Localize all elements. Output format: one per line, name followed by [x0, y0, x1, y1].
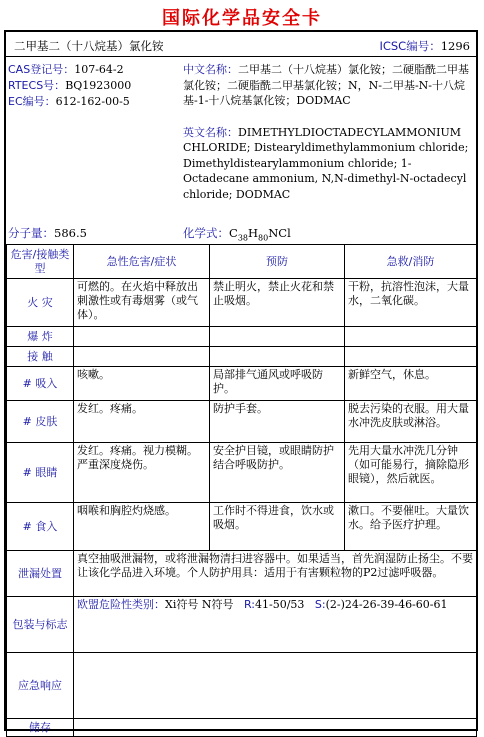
cn-name-value: 二甲基二（十八烷基）氯化铵；二硬脂酰二甲基氯化铵；二硬脂酰二甲基氯化铵；N，N-二甲基-N-十八烷基-1-十八烷基氯化铵；DODMAC	[183, 63, 469, 107]
storage-label: 储存	[7, 719, 74, 737]
acute-cell	[74, 327, 210, 347]
aid-cell	[345, 347, 477, 367]
table-row-explosion	[7, 327, 477, 347]
table-row-spill	[7, 551, 477, 597]
ec-value: 612-162-00-5	[55, 95, 130, 108]
spill-label: 泄漏处置	[7, 551, 74, 597]
aid-cell	[345, 327, 477, 347]
prevent-cell: 安全护目镜，或眼睛防护结合呼吸防护。	[210, 443, 345, 503]
packaging-label: 包装与标志	[7, 597, 74, 653]
acute-cell: 咽喉和胸腔灼烧感。	[74, 503, 210, 551]
row-label: 爆 炸	[7, 327, 74, 347]
row-label: 接 触	[7, 347, 74, 367]
formula-h: H	[248, 226, 259, 240]
eu-class-value: Xi符号 N符号	[165, 598, 234, 611]
aid-cell: 先用大量水冲洗几分钟（如可能易行，摘除隐形眼镜），然后就医。	[345, 443, 477, 503]
s-phrase-label: S:	[314, 598, 326, 611]
aid-cell: 干粉，抗溶性泡沫，大量水，二氧化碳。	[345, 279, 477, 327]
safety-card	[4, 30, 478, 734]
acute-cell: 发红。疼痛。	[74, 401, 210, 443]
prevent-cell: 局部排气通风或呼吸防护。	[210, 367, 345, 401]
table-row-ingestion	[7, 503, 477, 551]
names-block	[183, 62, 473, 202]
row-label: # 吸入	[7, 367, 74, 401]
card-title: 国际化学品安全卡	[162, 8, 322, 29]
formula-c: C	[229, 226, 238, 240]
header-acute: 急性危害/症状	[74, 245, 210, 279]
icsc-number	[379, 38, 470, 54]
rtecs-label: RTECS号：	[8, 79, 66, 92]
row-label: 火 灾	[7, 279, 74, 327]
mw-label: 分子量：	[8, 226, 54, 240]
ec-label: EC编号：	[8, 95, 56, 108]
table-row-fire	[7, 279, 477, 327]
header-prevent: 预防	[210, 245, 345, 279]
cas-label: CAS登记号：	[8, 63, 75, 76]
row-label: # 食入	[7, 503, 74, 551]
acute-cell: 咳嗽。	[74, 367, 210, 401]
en-name-label: 英文名称：	[183, 125, 238, 139]
molecular-weight	[8, 225, 87, 241]
prevent-cell: 禁止明火，禁止火花和禁止吸烟。	[210, 279, 345, 327]
spill-text: 真空抽吸泄漏物，或将泄漏物清扫进容器中。如果适当，首先润湿防止扬尘。不要让该化学品进入环境。个人防护用具：适用于有害颗粒物的P2过滤呼吸器。	[74, 551, 477, 597]
hazard-table	[6, 244, 477, 737]
acute-cell: 可燃的。在火焰中释放出刺激性或有毒烟雾（或气体）。	[74, 279, 210, 327]
rtecs-value: BQ1923000	[65, 79, 132, 92]
icsc-value: 1296	[440, 39, 470, 53]
name-bar	[6, 32, 476, 57]
cas-value: 107-64-2	[74, 63, 124, 76]
table-row-packaging	[7, 597, 477, 653]
aid-cell: 新鲜空气，休息。	[345, 367, 477, 401]
cas-row	[8, 62, 173, 78]
emergency-text	[74, 653, 477, 719]
table-row-skin	[7, 401, 477, 443]
table-header-row	[7, 245, 477, 279]
row-label: # 眼睛	[7, 443, 74, 503]
identifiers	[8, 62, 173, 110]
emergency-label: 应急响应	[7, 653, 74, 719]
formula-rest: NCl	[268, 226, 291, 240]
formula-c-count: 38	[237, 233, 248, 243]
prevent-cell: 防护手套。	[210, 401, 345, 443]
icsc-label: ICSC编号：	[379, 39, 441, 53]
chemical-name: 二甲基二（十八烷基）氯化铵	[14, 39, 164, 53]
prevent-cell: 工作时不得进食，饮水或吸烟。	[210, 503, 345, 551]
ec-row	[8, 94, 173, 110]
chemical-formula	[183, 225, 291, 242]
table-row-contact	[7, 347, 477, 367]
acute-cell	[74, 347, 210, 367]
rtecs-row	[8, 78, 173, 94]
packaging-text	[74, 597, 477, 653]
en-names	[183, 125, 473, 203]
header-type: 危害/接触类型	[7, 245, 74, 279]
r-phrase-label: R:	[243, 598, 255, 611]
en-name-value: DIMETHYLDIOCTADECYLAMMONIUM CHLORIDE; Distearyldimethylammonium chloride; Dimethyldistearylammonium chloride; 1-Octadecane ammonium, N,N-dimethyl-N-octadecyl chloride; DODMAC	[183, 125, 469, 201]
formula-label: 化学式：	[183, 226, 229, 240]
header-aid: 急救/消防	[345, 245, 477, 279]
mw-value: 586.5	[54, 226, 87, 240]
table-row-inhalation	[7, 367, 477, 401]
eu-class-label: 欧盟危险性类别：	[77, 598, 165, 611]
row-label: # 皮肤	[7, 401, 74, 443]
prevent-cell	[210, 327, 345, 347]
cn-names	[183, 62, 473, 109]
table-row-emergency	[7, 653, 477, 719]
cn-name-label: 中文名称：	[183, 63, 238, 76]
prevent-cell	[210, 347, 345, 367]
formula-h-count: 80	[258, 233, 269, 243]
r-phrase-value: 41-50/53	[255, 598, 305, 611]
s-phrase-value: (2-)24-26-39-46-60-61	[325, 598, 448, 611]
aid-cell: 漱口。不要催吐。大量饮水。给予医疗护理。	[345, 503, 477, 551]
aid-cell: 脱去污染的衣服。用大量水冲洗皮肤或淋浴。	[345, 401, 477, 443]
table-row-eyes	[7, 443, 477, 503]
acute-cell: 发红。疼痛。视力模糊。严重深度烧伤。	[74, 443, 210, 503]
